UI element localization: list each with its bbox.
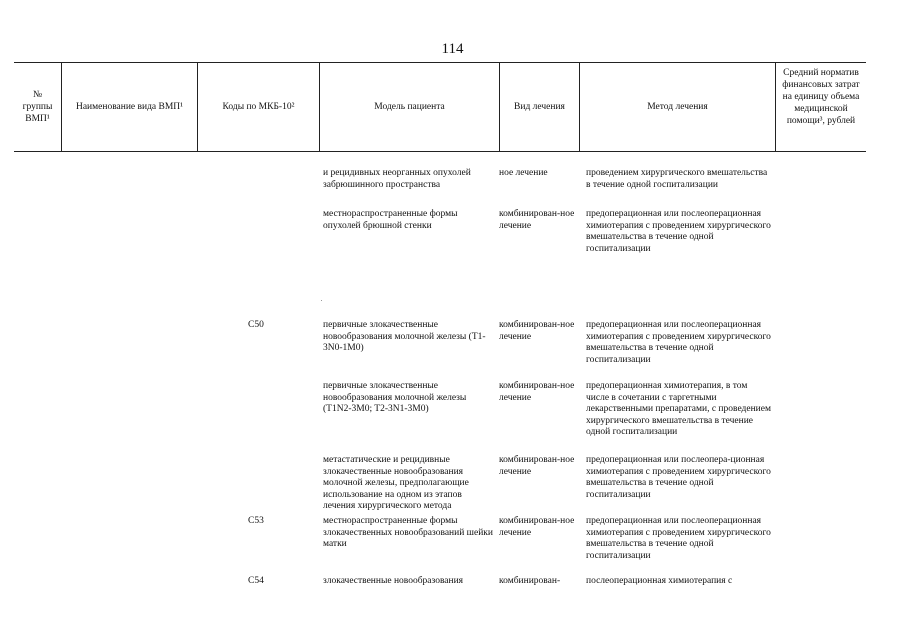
header-icd-codes: Коды по МКБ-10² <box>198 63 320 151</box>
row-treatment-method: предоперационная химиотерапия, в том числе в сочетании с таргетными лекарственными препаратами, с проведением хирургического вмешательства в течение одной госпитализации <box>586 381 771 437</box>
row-treatment-kind: комбинирован-ное лечение <box>499 455 575 477</box>
row-icd-code: C50 <box>248 320 264 330</box>
header-vmp-name: Наименование вида ВМП¹ <box>62 63 198 151</box>
row-treatment-kind: ное лечение <box>499 168 548 178</box>
scan-speck <box>321 300 322 301</box>
row-treatment-method: проведением хирургического вмешательства в течение одной госпитализации <box>586 168 768 190</box>
row-model: первичные злокачественные новообразования молочной железы (T1-3N0-1M0) <box>323 320 486 353</box>
page-number: 114 <box>441 41 464 57</box>
row-model: первичные злокачественные новообразования молочной железы (T1N2-3M0; T2-3N1-3M0) <box>323 381 467 414</box>
header-treatment-method: Метод лечения <box>580 63 776 151</box>
row-model: и рецидивных неорганных опухолей забрюшинного пространства <box>323 168 471 190</box>
row-treatment-method: предоперационная или послеоперационная химиотерапия с проведением хирургического вмешательства в течение одной госпитализации <box>586 209 771 254</box>
row-treatment-method: предоперационная или послеоперационная химиотерапия с проведением хирургического вмешательства в течение одной госпитализации <box>586 320 771 365</box>
row-treatment-kind: комбинирован-ное лечение <box>499 209 575 231</box>
row-model: злокачественные новообразования <box>323 576 464 586</box>
header-patient-model: Модель пациента <box>320 63 500 151</box>
row-treatment-kind: комбинирован-ное лечение <box>499 516 575 538</box>
header-group-number: № группы ВМП¹ <box>14 63 62 151</box>
table-header <box>14 62 866 152</box>
row-icd-code: C53 <box>248 516 264 526</box>
header-treatment-kind: Вид лечения <box>500 63 580 151</box>
row-model: местнораспространенные формы опухолей брюшной стенки <box>323 209 458 231</box>
row-treatment-kind: комбинирован- <box>499 576 561 586</box>
row-model: местнораспространенные формы злокачественных новообразований шейки матки <box>323 516 493 549</box>
row-treatment-kind: комбинирован-ное лечение <box>499 320 575 342</box>
row-treatment-method: послеоперационная химиотерапия с <box>586 576 733 586</box>
row-treatment-method: предоперационная или послеоперационная химиотерапия с проведением хирургического вмешательства в течение одной госпитализации <box>586 516 771 561</box>
row-treatment-method: предоперационная или послеопера-ционная химиотерапия с проведением хирургического вмешательства в течение одной госпитализации <box>586 455 771 500</box>
row-model: метастатические и рецидивные злокачественные новообразования молочной железы, предполагающие использование на одном из этапов лечения хирургического метода <box>323 455 469 511</box>
row-treatment-kind: комбинирован-ное лечение <box>499 381 575 403</box>
header-average-cost: Средний норматив финансовых затрат на единицу объема медицинской помощи³, рублей <box>782 68 860 126</box>
row-icd-code: C54 <box>248 576 264 586</box>
